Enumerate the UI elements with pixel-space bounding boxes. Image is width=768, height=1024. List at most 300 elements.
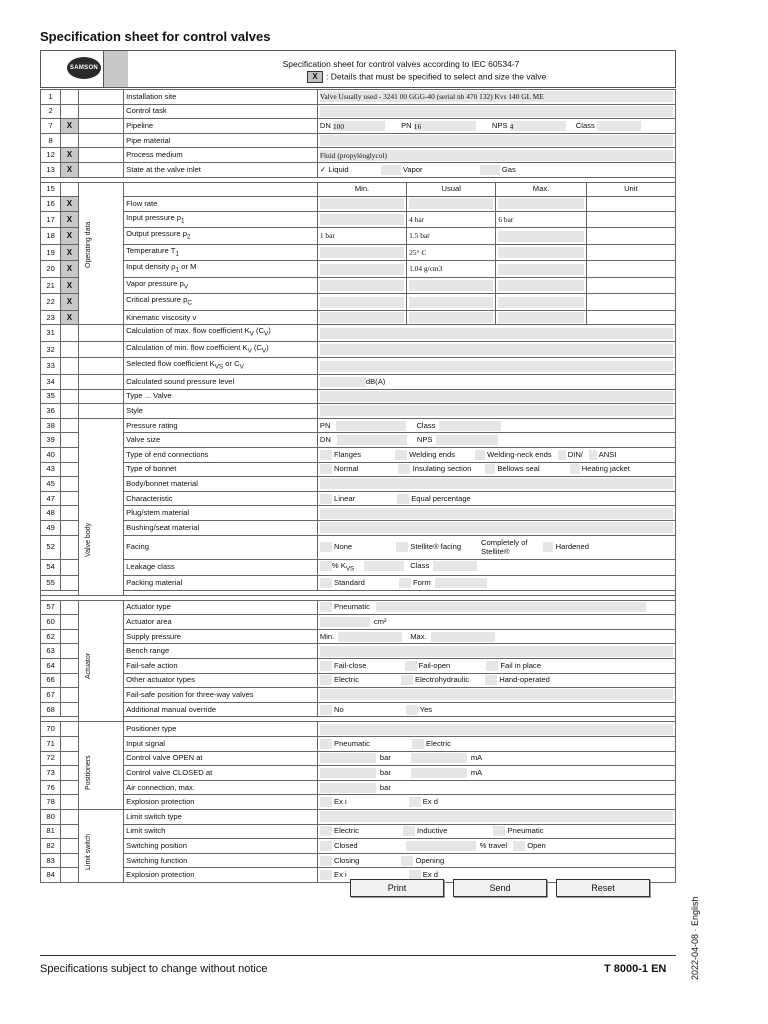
field-label: Leakage class	[124, 559, 318, 576]
max-field[interactable]	[431, 632, 495, 642]
min-field[interactable]	[338, 632, 402, 642]
min-field[interactable]	[317, 277, 406, 294]
field-label: Calculated sound pressure level	[124, 374, 318, 389]
nps-label: NPS	[416, 435, 433, 445]
installation-site-field[interactable]	[317, 90, 675, 105]
min-field[interactable]	[317, 211, 406, 228]
usual-value[interactable]: 1.5 bar	[407, 228, 496, 245]
option-checkbox[interactable]	[320, 494, 332, 504]
row-number: 49	[41, 520, 61, 535]
option-checkbox[interactable]	[320, 841, 332, 851]
check-cell	[61, 447, 78, 462]
option-checkbox[interactable]	[395, 450, 407, 460]
max-field[interactable]	[496, 197, 586, 212]
option-checkbox[interactable]	[405, 661, 417, 671]
option-checkbox[interactable]	[320, 675, 332, 685]
option-checkbox[interactable]	[320, 661, 332, 671]
field-label: Process medium	[124, 148, 318, 163]
row-number: 39	[41, 433, 61, 448]
column-min: Min.	[317, 182, 406, 197]
option-label[interactable]: Heating jacket	[581, 464, 630, 474]
field-shading	[498, 264, 583, 275]
bar-field[interactable]	[320, 768, 376, 778]
option-label[interactable]: Bellows seal	[497, 464, 540, 474]
field-label: Facing	[124, 535, 318, 559]
section-cell	[78, 404, 124, 419]
required-mark: X	[61, 148, 78, 163]
value-field[interactable]	[317, 404, 675, 419]
liquid-option[interactable]: ✓ Liquid	[319, 164, 349, 174]
value-field[interactable]	[317, 325, 675, 342]
option-checkbox[interactable]	[543, 542, 553, 552]
option-label[interactable]: Fail-close	[334, 660, 367, 670]
check-cell	[61, 404, 78, 419]
option-checkbox[interactable]	[396, 542, 408, 552]
check-cell	[61, 535, 78, 559]
unit-field[interactable]	[586, 261, 675, 278]
nps-value[interactable]: 4	[510, 121, 566, 131]
option-checkbox[interactable]	[320, 602, 332, 612]
vapor-option[interactable]: Vapor	[402, 164, 423, 174]
required-mark: X	[61, 211, 78, 228]
min-field[interactable]	[317, 197, 406, 212]
required-mark: X	[61, 261, 78, 278]
usual-value[interactable]: 25° C	[407, 244, 496, 261]
legend-text: : Details that must be specified to select and size the valve	[326, 71, 547, 82]
value-field[interactable]	[317, 358, 675, 375]
nps-label: NPS	[491, 120, 508, 130]
option-label[interactable]: Pneumatic	[334, 738, 370, 748]
option-checkbox[interactable]	[401, 675, 413, 685]
section-cell	[78, 358, 124, 375]
option-checkbox[interactable]	[403, 826, 415, 836]
option-label[interactable]: DIN/	[567, 449, 583, 459]
area-field[interactable]	[320, 617, 370, 627]
max-field[interactable]	[496, 310, 586, 325]
option-checkbox[interactable]	[493, 826, 505, 836]
option-checkbox[interactable]	[320, 450, 332, 460]
max-field[interactable]	[496, 277, 586, 294]
send-button[interactable]: Send	[453, 879, 547, 897]
field-shading	[320, 328, 673, 339]
field-label	[124, 228, 318, 245]
pipeline-fields[interactable]	[317, 119, 675, 134]
usual-field[interactable]	[407, 277, 496, 294]
value-field[interactable]	[317, 644, 675, 659]
option-checkbox[interactable]	[485, 464, 495, 474]
value-field[interactable]	[317, 520, 675, 535]
row-number: 19	[41, 244, 61, 261]
unit-label: cm²	[373, 617, 387, 627]
pipe-material-field[interactable]	[317, 133, 675, 148]
max-field[interactable]	[496, 228, 586, 245]
field-label: Style	[124, 404, 318, 419]
row-number: 63	[41, 644, 61, 659]
option-checkbox[interactable]	[398, 464, 410, 474]
max-field[interactable]	[496, 244, 586, 261]
value-field[interactable]	[317, 722, 675, 737]
option-checkbox[interactable]	[558, 450, 566, 460]
check-cell	[61, 374, 78, 389]
option-checkbox[interactable]	[320, 542, 332, 552]
field-shading	[320, 106, 673, 117]
table-row	[41, 294, 676, 311]
label-text: Vapor pressure p	[126, 278, 184, 288]
table-row	[41, 766, 676, 781]
table-row	[41, 809, 676, 824]
option-label[interactable]: Welding-neck ends	[487, 449, 552, 459]
min-field[interactable]	[317, 261, 406, 278]
option-row	[317, 491, 675, 506]
table-row	[41, 722, 676, 737]
pn-value[interactable]: 16	[414, 121, 476, 131]
actuator-type-field[interactable]	[376, 602, 646, 612]
option-label[interactable]: None	[334, 542, 353, 552]
check-cell	[61, 358, 78, 375]
field-label: Air connection, max.	[124, 780, 318, 795]
option-label[interactable]: Ex d	[422, 870, 438, 880]
check-cell	[61, 182, 78, 197]
field-label	[124, 325, 318, 342]
edition-date: 2022-04-08 · English	[690, 896, 700, 980]
table-row	[41, 462, 676, 477]
value-field[interactable]	[317, 374, 675, 389]
option-label[interactable]: Flanges	[334, 449, 362, 459]
option-label[interactable]: Hardened	[555, 542, 589, 552]
vapor-checkbox[interactable]	[381, 165, 401, 175]
control-task-field[interactable]	[317, 104, 675, 119]
option-label-line2: Stellite®	[481, 547, 510, 557]
row-number: 70	[41, 722, 61, 737]
label-end: )	[266, 342, 269, 352]
row-number: 68	[41, 702, 61, 717]
required-mark: X	[61, 277, 78, 294]
option-checkbox[interactable]	[401, 856, 413, 866]
option-row	[317, 600, 675, 615]
option-checkbox[interactable]	[320, 870, 332, 880]
row-number: 32	[41, 341, 61, 358]
field-label	[124, 182, 318, 197]
check-cell	[61, 418, 78, 433]
dn-label: DN	[319, 120, 331, 130]
field-label: State at the valve inlet	[124, 162, 318, 177]
unit-field[interactable]	[586, 228, 675, 245]
option-checkbox[interactable]	[397, 494, 409, 504]
row-number: 81	[41, 824, 61, 839]
form-field[interactable]	[435, 578, 487, 588]
section-cell	[78, 325, 124, 342]
option-label[interactable]: Opening	[415, 855, 445, 865]
field-label: Type ... Valve	[124, 389, 318, 404]
check-cell[interactable]	[61, 90, 78, 105]
option-checkbox[interactable]	[320, 797, 332, 807]
row-number: 52	[41, 535, 61, 559]
ma-unit: mA	[470, 753, 483, 763]
option-row	[317, 673, 675, 688]
option-label[interactable]: Equal percentage	[411, 493, 471, 503]
table-row	[41, 341, 676, 358]
option-label[interactable]: ANSI	[598, 449, 617, 459]
field-label: Explosion protection	[124, 795, 318, 810]
label-subscript: 1	[175, 266, 180, 274]
value-field[interactable]	[317, 688, 675, 703]
section-positioners	[78, 722, 124, 810]
required-mark: X	[61, 119, 78, 134]
option-row	[317, 535, 675, 559]
logo-cell	[41, 51, 127, 87]
option-label[interactable]: Inductive	[417, 826, 448, 836]
option-checkbox[interactable]	[570, 464, 580, 474]
check-cell	[61, 576, 78, 591]
class-field[interactable]	[597, 121, 641, 131]
field-label: Other actuator types	[124, 673, 318, 688]
option-label[interactable]: Closing	[334, 855, 360, 865]
print-button[interactable]: Print	[350, 879, 444, 897]
row-number: 84	[41, 868, 61, 883]
option-label[interactable]: Welding ends	[409, 449, 456, 459]
legend-x-mark: X	[307, 71, 323, 83]
kvs-subscript: VS	[345, 565, 355, 573]
row-number: 48	[41, 506, 61, 521]
option-checkbox[interactable]	[589, 450, 597, 460]
option-checkbox[interactable]	[320, 705, 332, 715]
option-checkbox[interactable]	[320, 856, 332, 866]
option-checkbox[interactable]	[399, 578, 411, 588]
option-checkbox[interactable]	[485, 675, 497, 685]
option-label[interactable]: Hand-operated	[499, 675, 550, 685]
field-label: Control task	[124, 104, 318, 119]
row-number: 72	[41, 751, 61, 766]
unit-field[interactable]	[586, 211, 675, 228]
bar-unit: bar	[379, 782, 391, 792]
value-field	[317, 418, 675, 433]
required-mark: X	[61, 244, 78, 261]
option-label[interactable]: Form	[412, 577, 431, 587]
option-label[interactable]: Ex d	[422, 797, 438, 807]
leakage-percent-field[interactable]	[320, 561, 332, 571]
process-medium-field[interactable]	[317, 148, 675, 163]
row-number: 2	[41, 104, 61, 119]
option-label[interactable]: Electric	[334, 675, 359, 685]
field-shading	[409, 198, 493, 209]
row-number: 76	[41, 780, 61, 795]
check-cell[interactable]	[61, 133, 78, 148]
option-label[interactable]: Linear	[334, 493, 356, 503]
unit-field[interactable]	[586, 244, 675, 261]
travel-field[interactable]	[406, 841, 476, 851]
table-row	[41, 535, 676, 559]
value-field[interactable]	[317, 341, 675, 358]
check-cell	[61, 839, 78, 854]
option-checkbox[interactable]	[320, 739, 332, 749]
option-checkbox[interactable]	[412, 739, 424, 749]
option-label[interactable]: Standard	[334, 577, 365, 587]
min-value[interactable]: 1 bar	[317, 228, 406, 245]
state-options	[317, 162, 675, 177]
check-cell	[61, 600, 78, 615]
option-checkbox[interactable]	[320, 578, 332, 588]
table-row	[41, 688, 676, 703]
option-label[interactable]: Pneumatic	[334, 602, 370, 612]
bar-field[interactable]	[320, 753, 376, 763]
row-number: 60	[41, 615, 61, 630]
dn-value[interactable]: 100	[333, 121, 385, 131]
dn-field[interactable]	[337, 435, 407, 445]
option-row	[317, 659, 675, 674]
option-label[interactable]: Ex i	[334, 870, 347, 880]
label-subscript: 1	[181, 217, 185, 225]
min-field[interactable]	[317, 244, 406, 261]
label-tail: or M	[179, 262, 197, 272]
row-number: 40	[41, 447, 61, 462]
table-row	[41, 520, 676, 535]
bar-field[interactable]	[320, 783, 376, 793]
label-text: Calculation of max. flow coefficient K	[126, 326, 250, 336]
value-field[interactable]	[317, 809, 675, 824]
option-label[interactable]: Electrohydraulic	[415, 675, 470, 685]
required-mark: X	[61, 294, 78, 311]
pn-field[interactable]	[336, 421, 406, 431]
option-label[interactable]: Insulating section	[412, 464, 472, 474]
option-checkbox[interactable]	[320, 826, 332, 836]
class-field[interactable]	[433, 561, 477, 571]
min-field[interactable]	[317, 310, 406, 325]
gas-option[interactable]: Gas	[501, 164, 516, 174]
option-checkbox[interactable]	[513, 841, 525, 851]
field-label: Fail-safe position for three-way valves	[124, 688, 318, 703]
option-label[interactable]: Electric	[426, 738, 451, 748]
field-label: Type of end connections	[124, 447, 318, 462]
value-field[interactable]	[317, 477, 675, 492]
class-field[interactable]	[439, 421, 501, 431]
option-checkbox[interactable]	[486, 661, 498, 671]
column-unit: Unit	[586, 182, 675, 197]
table-row	[41, 477, 676, 492]
label-tail: or C	[223, 359, 240, 369]
usual-value[interactable]: 4 bar	[407, 211, 496, 228]
max-value[interactable]: 6 bar	[496, 211, 586, 228]
max-field[interactable]	[496, 261, 586, 278]
reset-button[interactable]: Reset	[556, 879, 650, 897]
sound-level-field[interactable]	[320, 377, 366, 387]
option-checkbox[interactable]	[406, 705, 418, 715]
field-shading	[320, 264, 404, 275]
unit-field[interactable]	[586, 310, 675, 325]
option-checkbox[interactable]	[409, 797, 421, 807]
usual-field[interactable]	[407, 310, 496, 325]
value-field[interactable]	[317, 506, 675, 521]
max-field[interactable]	[496, 294, 586, 311]
field-label	[124, 244, 318, 261]
option-checkbox[interactable]	[320, 464, 332, 474]
usual-value[interactable]: 1.04 g/cm3	[407, 261, 496, 278]
option-label[interactable]: Fail in place	[500, 660, 541, 670]
gas-checkbox[interactable]	[480, 165, 500, 175]
option-row	[317, 795, 675, 810]
check-cell	[61, 659, 78, 674]
dn-label: DN	[319, 435, 331, 445]
option-label[interactable]: Pneumatic	[507, 826, 544, 836]
check-cell	[61, 477, 78, 492]
option-row	[317, 702, 675, 717]
option-row	[317, 824, 675, 839]
footer-divider	[40, 955, 676, 956]
option-label[interactable]: No	[334, 704, 344, 714]
label-text: Critical pressure p	[126, 295, 188, 305]
check-cell	[61, 325, 78, 342]
option-label[interactable]: Ex i	[334, 797, 347, 807]
field-shading	[320, 297, 404, 308]
unit-field[interactable]	[586, 277, 675, 294]
usual-field[interactable]	[407, 294, 496, 311]
row-number: 21	[41, 277, 61, 294]
table-row	[41, 491, 676, 506]
option-row	[317, 853, 675, 868]
row-number: 7	[41, 119, 61, 134]
min-field[interactable]	[317, 294, 406, 311]
unit-field[interactable]	[586, 294, 675, 311]
row-number: 1	[41, 90, 61, 105]
page-title: Specification sheet for control valves	[40, 29, 271, 44]
check-cell[interactable]	[61, 104, 78, 119]
option-label[interactable]: Fail-open	[418, 660, 451, 670]
check-cell	[61, 644, 78, 659]
option-label[interactable]: Stellite® facing	[410, 542, 462, 552]
label-subscript: V	[261, 347, 267, 355]
field-label: Pipe material	[124, 133, 318, 148]
option-row	[317, 736, 675, 751]
field-shading	[320, 280, 404, 291]
table-row	[41, 659, 676, 674]
ma-field[interactable]	[411, 768, 467, 778]
table-row	[41, 600, 676, 615]
ma-unit: mA	[470, 767, 483, 777]
unit-field[interactable]	[586, 197, 675, 212]
check-cell	[61, 824, 78, 839]
field-label: Additional manual override	[124, 702, 318, 717]
value-field[interactable]	[317, 389, 675, 404]
option-label[interactable]: Electric	[334, 826, 359, 836]
check-cell	[61, 520, 78, 535]
option-label[interactable]: Open	[527, 840, 546, 850]
label-text: Temperature T	[126, 245, 176, 255]
label-tail: (C	[253, 326, 265, 336]
table-row	[41, 244, 676, 261]
action-buttons	[350, 879, 650, 897]
option-label[interactable]: Yes	[419, 704, 433, 714]
ma-field[interactable]	[411, 753, 467, 763]
required-mark: X	[61, 162, 78, 177]
field-shading	[320, 344, 673, 355]
nps-field[interactable]	[436, 435, 498, 445]
table-row	[41, 433, 676, 448]
column-max: Max.	[496, 182, 586, 197]
table-row	[41, 211, 676, 228]
option-label[interactable]: Normal	[334, 464, 359, 474]
option-label[interactable]: Closed	[334, 840, 358, 850]
check-cell	[61, 629, 78, 644]
field-label	[124, 294, 318, 311]
option-checkbox[interactable]	[475, 450, 485, 460]
field-shading	[409, 312, 493, 323]
usual-field[interactable]	[407, 197, 496, 212]
section-cell	[78, 90, 124, 105]
leakage-field[interactable]	[364, 561, 404, 571]
row-number: 12	[41, 148, 61, 163]
completely-stellite[interactable]	[481, 538, 527, 556]
samson-logo: SAMSON	[67, 57, 101, 79]
option-row	[317, 447, 675, 462]
